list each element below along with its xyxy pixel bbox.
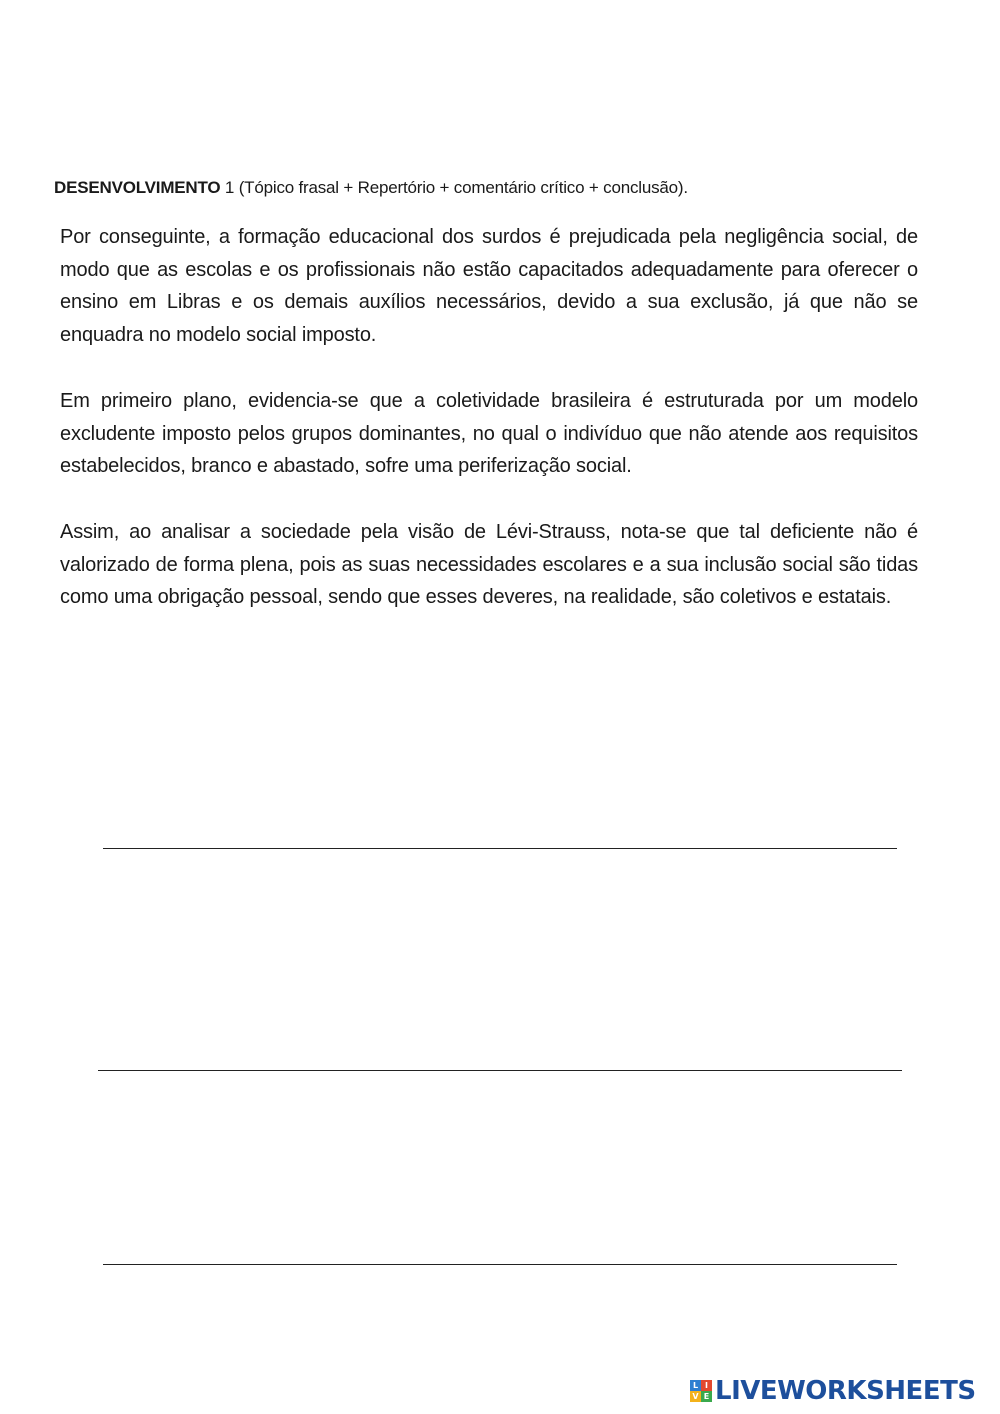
paragraph-1: Por conseguinte, a formação educacional dos surdos é prejudicada pela negligência social, de modo que as escolas e os profissionais não estão capacitados adequadamente para oferecer o ensino em Libras e os demais auxílios necessários, devido a sua exclusão, já que não se enquadra no modelo social imposto.: [60, 226, 918, 346]
answer-line-1: [103, 848, 897, 849]
answer-line-3: [103, 1264, 897, 1265]
answer-line-2: [98, 1070, 902, 1071]
logo-letter: V: [690, 1391, 701, 1402]
heading-label: DESENVOLVIMENTO: [54, 178, 221, 197]
paragraph-2: Em primeiro plano, evidencia-se que a coletividade brasileira é estruturada por um modelo excludente imposto pelos grupos dominantes, no qual o indivíduo que não atende aos requisitos estabelecidos, branco e abastado, sofre uma periferização social.: [60, 390, 918, 477]
paragraph-3: Assim, ao analisar a sociedade pela visão de Lévi-Strauss, nota-se que tal deficiente não é valorizado de forma plena, pois as suas necessidades escolares e a sua inclusão social são tidas como uma obrigação pessoal, sendo que esses deveres, na realidade, são coletivos e estatais.: [60, 521, 918, 608]
liveworksheets-logo: [690, 1373, 976, 1409]
logo-letter: E: [701, 1391, 712, 1402]
logo-letter: L: [690, 1380, 701, 1391]
liveworksheets-logo-icon: [690, 1380, 712, 1402]
heading-description: 1 (Tópico frasal + Repertório + comentário crítico + conclusão).: [220, 178, 688, 197]
logo-letter: I: [701, 1380, 712, 1391]
liveworksheets-logo-text: LIVEWORKSHEETS: [715, 1376, 976, 1406]
section-heading: [54, 176, 954, 200]
